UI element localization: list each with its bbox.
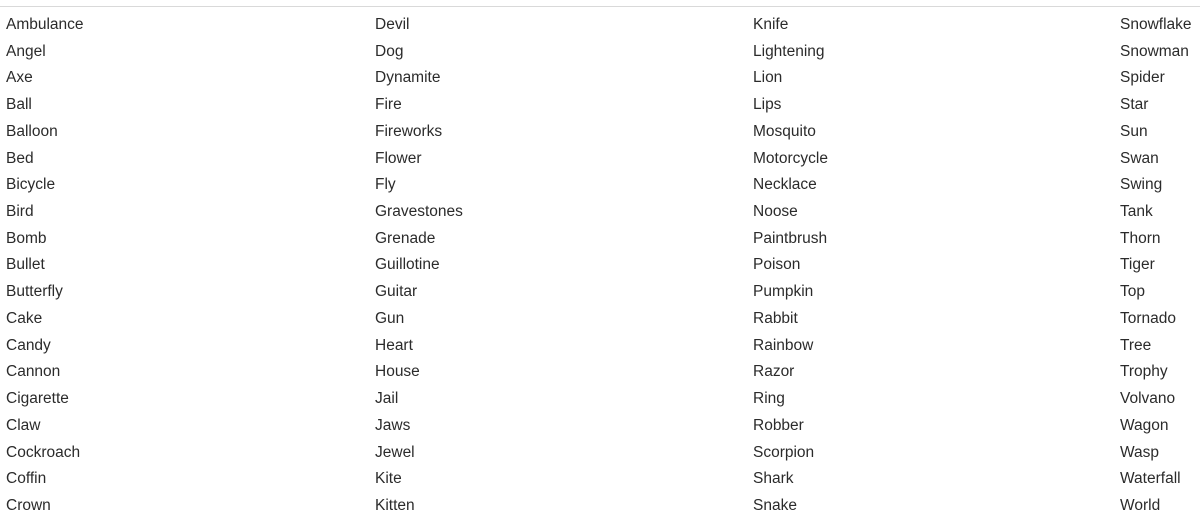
table-cell: Snowflake: [1120, 16, 1192, 33]
table-cell: Balloon: [6, 122, 58, 140]
table-cell: House: [375, 363, 420, 381]
table-cell: Rainbow: [753, 336, 814, 354]
table-cell: Rabbit: [753, 309, 798, 327]
table-cell: Noose: [753, 203, 798, 221]
table-cell: Top: [1120, 283, 1145, 301]
table-column-4: [1120, 12, 1192, 520]
table-cell: Tank: [1120, 203, 1153, 221]
table-column-2: [375, 12, 463, 520]
table-cell: Claw: [6, 416, 41, 434]
table-cell: Motorcycle: [753, 149, 828, 167]
table-cell: Tornado: [1120, 309, 1177, 327]
table-cell: Spider: [1120, 69, 1165, 87]
table-cell: Devil: [375, 16, 410, 33]
table-cell: Swan: [1120, 149, 1159, 167]
table-cell: Sun: [1120, 122, 1148, 140]
table-cell: Cockroach: [6, 443, 81, 461]
table-cell: Butterfly: [6, 283, 63, 301]
table-cell: Angel: [6, 42, 46, 60]
table-cell: Wasp: [1120, 443, 1160, 461]
table-cell: Bird: [6, 203, 34, 221]
table-cell: Jewel: [375, 443, 415, 461]
table-cell: World: [1120, 496, 1161, 514]
table-cell: Gun: [375, 309, 405, 327]
table-cell: Pumpkin: [753, 283, 814, 301]
table-cell: Thorn: [1120, 229, 1161, 247]
table-cell: Tree: [1120, 336, 1152, 354]
table-cell: Fireworks: [375, 122, 443, 140]
table-cell: Paintbrush: [753, 229, 828, 247]
table-cell: Jail: [375, 390, 399, 408]
table-cell: Candy: [6, 336, 51, 354]
table-cell: Lightening: [753, 42, 825, 60]
table-cell: Kite: [375, 470, 402, 488]
table-column-1: [6, 12, 84, 520]
table-cell: Razor: [753, 363, 795, 381]
table-cell: Cigarette: [6, 390, 69, 408]
table-cell: Tiger: [1120, 256, 1155, 274]
table-cell: Dog: [375, 42, 404, 60]
table-cell: Trophy: [1120, 363, 1168, 381]
table-cell: Bicycle: [6, 176, 56, 194]
table-cell: Swing: [1120, 176, 1163, 194]
table-cell: Grenade: [375, 229, 436, 247]
table-cell: Fire: [375, 96, 402, 114]
table-cell: Heart: [375, 336, 413, 354]
table-cell: Gravestones: [375, 203, 463, 221]
table-cell: Ambulance: [6, 16, 84, 33]
table-cell: Guitar: [375, 283, 418, 301]
table-cell: Guillotine: [375, 256, 440, 274]
table-cell: Jaws: [375, 416, 411, 434]
table-cell: Poison: [753, 256, 801, 274]
table-cell: Bed: [6, 149, 34, 167]
table-cell: Flower: [375, 149, 422, 167]
table-cell: Volvano: [1120, 390, 1176, 408]
table-cell: Necklace: [753, 176, 817, 194]
table-cell: Lips: [753, 96, 782, 114]
table-cell: Axe: [6, 69, 33, 87]
table-cell: Wagon: [1120, 416, 1169, 434]
table-cell: Ring: [753, 390, 785, 408]
table-cell: Bullet: [6, 256, 45, 274]
table-cell: Coffin: [6, 470, 47, 488]
table-cell: Cake: [6, 309, 43, 327]
table-column-3: [753, 12, 828, 520]
table-cell: Scorpion: [753, 443, 815, 461]
table-cell: Waterfall: [1120, 470, 1181, 488]
table-cell: Star: [1120, 96, 1149, 114]
table-cell: Bomb: [6, 229, 47, 247]
table-cell: Lion: [753, 69, 783, 87]
table-cell: Robber: [753, 416, 804, 434]
table-cell: Cannon: [6, 363, 61, 381]
table-cell: Dynamite: [375, 69, 441, 87]
table-cell: Mosquito: [753, 122, 816, 140]
table-cell: Ball: [6, 96, 32, 114]
table-cell: Shark: [753, 470, 794, 488]
table-cell: Knife: [753, 16, 789, 33]
table-cell: Snake: [753, 496, 797, 514]
table-cell: Kitten: [375, 496, 415, 514]
table-cell: Snowman: [1120, 42, 1189, 60]
table-cell: Crown: [6, 496, 51, 514]
table-top-rule: [0, 6, 1200, 7]
table-cell: Fly: [375, 176, 396, 194]
